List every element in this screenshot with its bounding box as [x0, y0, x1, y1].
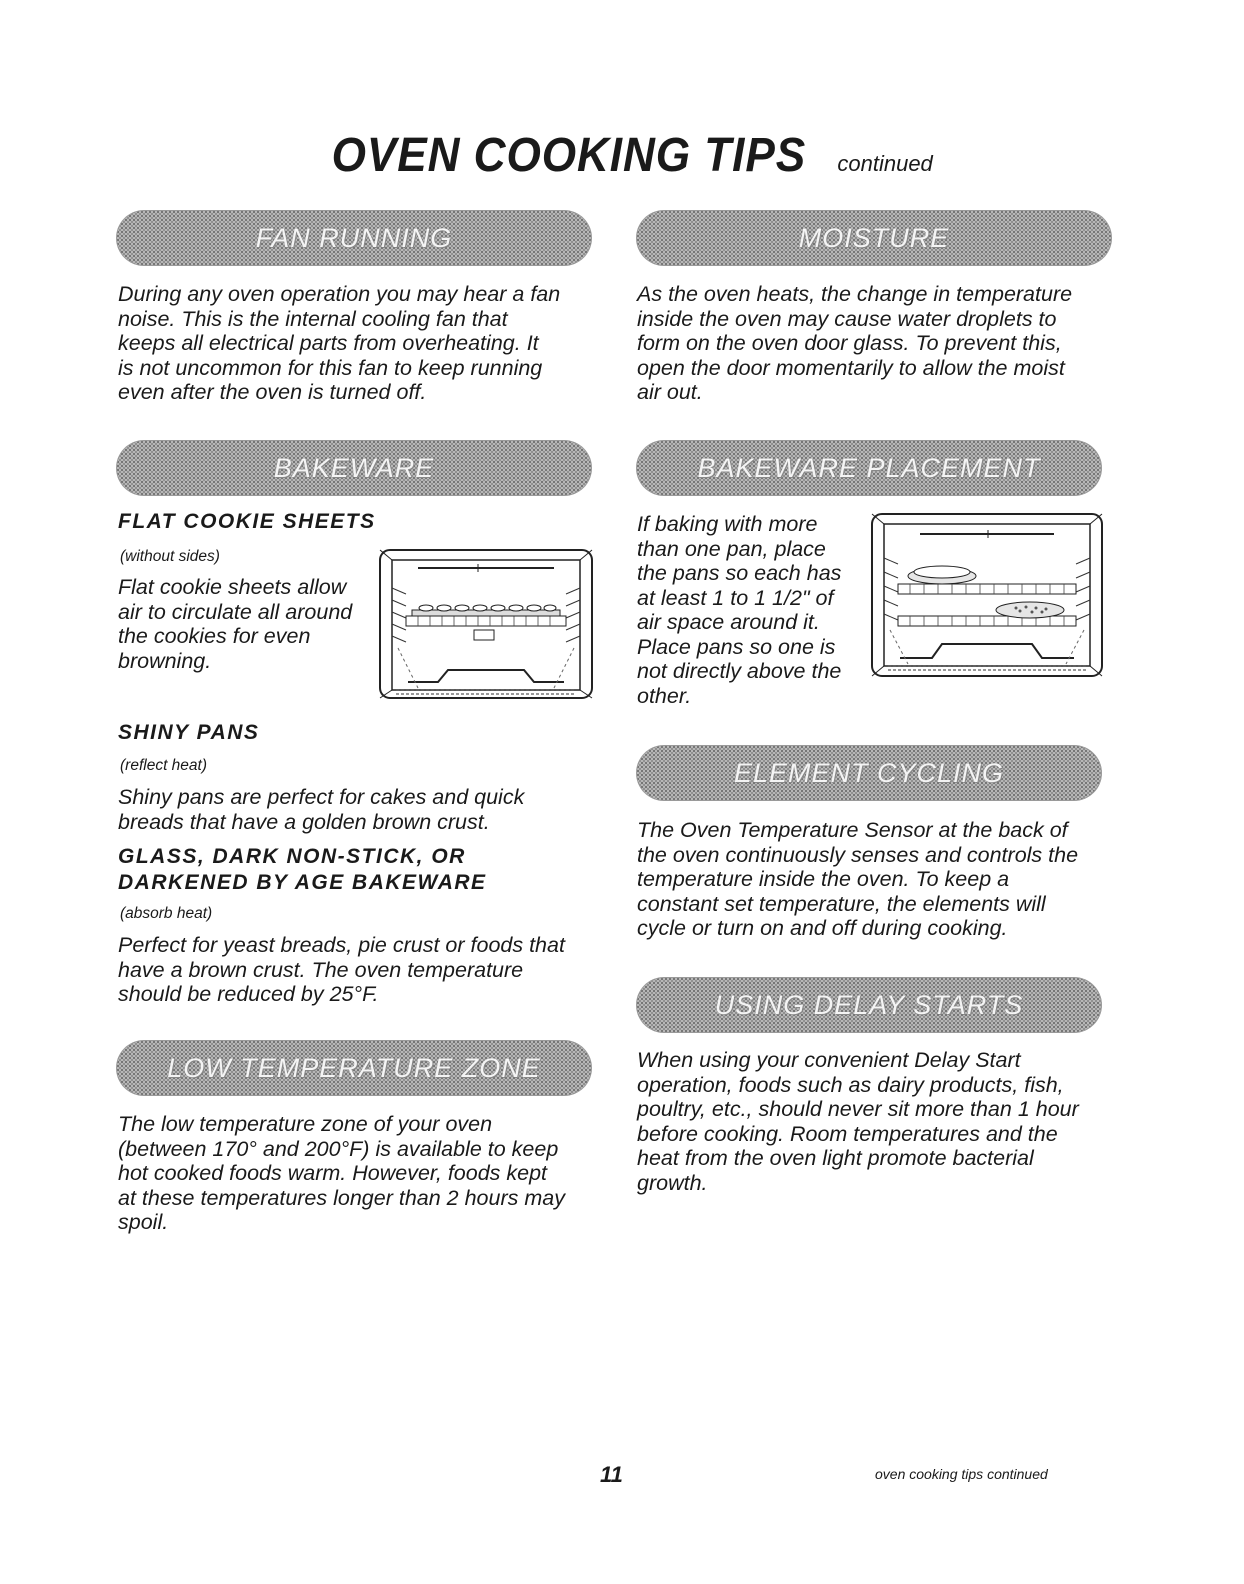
text-line: constant set temperature, the elements will: [637, 891, 1046, 916]
moisture-heading-bar: [636, 210, 1112, 266]
text-line: Place pans so one is: [637, 634, 836, 659]
page-number: 11: [600, 1462, 623, 1487]
element-cycling-heading-bar: [636, 745, 1102, 801]
text-line: During any oven operation you may hear a fan: [118, 282, 561, 306]
page-title: [0, 128, 1244, 183]
text-line: inside the oven may cause water droplets to: [637, 306, 1057, 331]
element-cycling-text: [637, 818, 1111, 941]
text-line: Perfect for yeast breads, pie crust or foods that: [118, 933, 565, 957]
oven-two-pans-illustration: [870, 512, 1104, 678]
page-title-suffix: continued: [837, 151, 933, 176]
text-line: other.: [637, 683, 692, 708]
text-line: form on the oven door glass. To prevent this,: [637, 331, 1062, 355]
bakeware-placement-heading-bar: [636, 440, 1102, 496]
low-temp-heading: LOW TEMPERATURE ZONE: [167, 1052, 541, 1083]
text-line: is not uncommon for this fan to keep running: [118, 355, 543, 380]
glass-bakeware-title: [118, 844, 487, 896]
fan-running-heading: FAN RUNNING: [255, 222, 453, 253]
text-line: even after the oven is turned off.: [118, 380, 427, 404]
text-line: air out.: [637, 380, 703, 404]
text-line: As the oven heats, the change in temperature: [637, 282, 1073, 306]
text-line: before cooking. Room temperatures and the: [637, 1121, 1058, 1146]
delay-starts-heading: USING DELAY STARTS: [714, 989, 1024, 1020]
shiny-pans-title: SHINY PANS: [118, 721, 260, 744]
flat-cookie-sheets-text: [118, 575, 368, 673]
text-line: should be reduced by 25°F.: [118, 982, 379, 1006]
title-line: GLASS, DARK NON-STICK, OR: [118, 845, 466, 868]
text-line: If baking with more: [637, 512, 818, 536]
text-line: not directly above the: [637, 659, 842, 683]
text-line: hot cooked foods warm. However, foods kept: [118, 1161, 548, 1185]
text-line: air space around it.: [637, 610, 820, 634]
text-line: Shiny pans are perfect for cakes and quick: [118, 785, 525, 809]
text-line: When using your convenient Delay Start: [637, 1048, 1021, 1072]
text-line: have a brown crust. The oven temperature: [118, 957, 524, 982]
moisture-heading: MOISTURE: [798, 222, 950, 253]
flat-cookie-sheets-note: (without sides): [120, 548, 220, 565]
bakeware-placement-heading: BAKEWARE PLACEMENT: [697, 452, 1041, 483]
fan-running-heading-bar: [116, 210, 592, 266]
text-line: noise. This is the internal cooling fan that: [118, 306, 508, 331]
text-line: at least 1 to 1 1/2" of: [637, 585, 834, 610]
text-line: poultry, etc., should never sit more than 1 hour: [637, 1097, 1079, 1121]
text-line: temperature inside the oven. To keep a: [637, 867, 1010, 891]
footer-text: oven cooking tips continued: [875, 1466, 1048, 1482]
fan-running-text: [118, 282, 592, 405]
glass-bakeware-text: [118, 933, 592, 1007]
oven-cookie-sheet-illustration: [378, 548, 594, 700]
text-line: (between 170° and 200°F) is available to keep: [118, 1136, 559, 1161]
shiny-pans-text: [118, 785, 588, 834]
text-line: operation, foods such as dairy products, fish,: [637, 1072, 1064, 1097]
shiny-pans-note: (reflect heat): [120, 757, 208, 774]
title-line: DARKENED BY AGE BAKEWARE: [118, 871, 487, 894]
glass-bakeware-note: (absorb heat): [120, 905, 213, 922]
text-line: open the door momentarily to allow the moist: [637, 355, 1065, 380]
text-line: The low temperature zone of your oven: [118, 1112, 493, 1136]
text-line: Flat cookie sheets allow: [118, 575, 347, 599]
moisture-text: [637, 282, 1111, 405]
delay-starts-text: [637, 1048, 1111, 1195]
text-line: breads that have a golden brown crust.: [118, 809, 490, 834]
bakeware-placement-text: [637, 512, 862, 708]
low-temp-heading-bar: [116, 1040, 592, 1096]
bakeware-heading-bar: [116, 440, 592, 496]
text-line: the pans so each has: [637, 561, 842, 585]
delay-starts-heading-bar: [636, 977, 1102, 1033]
text-line: keeps all electrical parts from overheating. It: [118, 331, 539, 355]
element-cycling-heading: ELEMENT CYCLING: [733, 757, 1005, 788]
bakeware-heading: BAKEWARE: [273, 452, 435, 483]
text-line: at these temperatures longer than 2 hours may: [118, 1185, 565, 1210]
text-line: the oven continuously senses and controls the: [637, 842, 1079, 867]
low-temp-text: [118, 1112, 592, 1235]
text-line: heat from the oven light promote bacterial: [637, 1146, 1034, 1170]
text-line: spoil.: [118, 1210, 169, 1234]
text-line: the cookies for even: [118, 624, 311, 648]
text-line: growth.: [637, 1170, 708, 1195]
text-line: than one pan, place: [637, 536, 826, 561]
text-line: air to circulate all around: [118, 599, 353, 624]
text-line: The Oven Temperature Sensor at the back of: [637, 818, 1068, 842]
text-line: browning.: [118, 648, 212, 673]
page-title-main: OVEN COOKING TIPS: [331, 129, 807, 182]
text-line: cycle or turn on and off during cooking.: [637, 916, 1008, 940]
flat-cookie-sheets-title: FLAT COOKIE SHEETS: [118, 510, 376, 533]
